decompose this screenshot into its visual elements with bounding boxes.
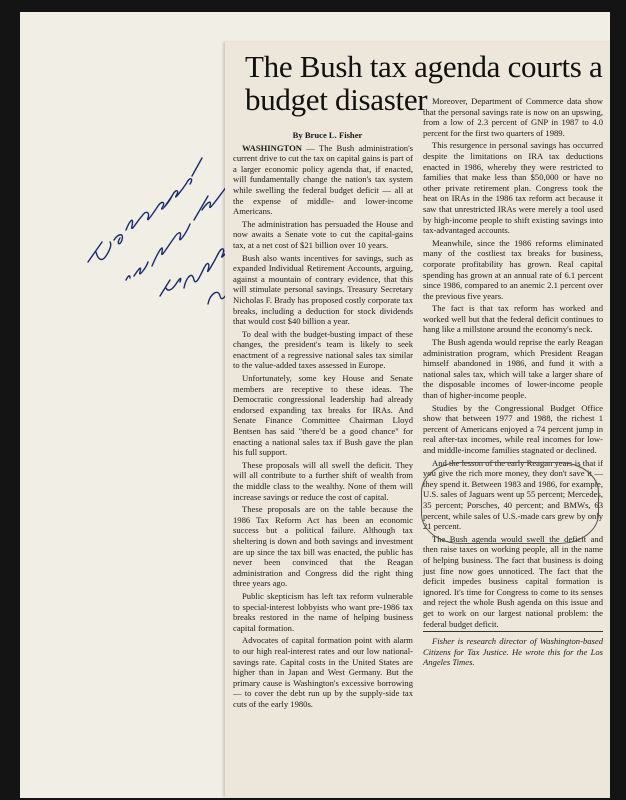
author-bio: Fisher is research director of Washington-based Citizens for Tax Justice. He wrote this for the Los Angeles Times.: [423, 631, 603, 668]
pen-circle-mark: [421, 462, 599, 544]
article-byline: By Bruce L. Fisher: [292, 130, 363, 140]
article-paragraph: Meanwhile, since the 1986 reforms eliminated many of the costliest tax breaks for business, corporate profitability has grown. Real capital spending has grown at an annual rate of 6.1 percent since 1986, compared to an anemic 2.1 percent over the previous five years.: [423, 237, 603, 301]
article-paragraph: Public skepticism has left tax reform vulnerable to special-interest lobbyists who want pre-1986 tax breaks restored in the name of helping business capital formation.: [233, 590, 413, 633]
article-paragraph: WASHINGTON — The Bush administration's current drive to cut the tax on capital gains is part of a larger economic policy agenda that, if enacted, will fundamentally change the nation's tax system while swelling the federal budget deficit — all at the expense of middle- and lower-income Americans.: [233, 142, 413, 217]
article-paragraph: The fact is that tax reform has worked and worked well but that the federal deficit continues to hang like a millstone around the economy's neck.: [423, 303, 603, 335]
article-paragraph: Moreover, Department of Commerce data show that the personal savings rate is now on an upswing, from a low of 2.3 percent of GNP in 1987 to 4.0 percent for the first two quarters of 1989.: [423, 96, 603, 138]
article-paragraph: This resurgence in personal savings has occurred despite the limitations on IRA tax deductions enacted in 1986, whereby they were restricted to families that make less than $50,000 or have no other private retirement plan. Congress took the heat on IRAs in the 1986 tax reform act because it saw that unrestricted IRAs were merely a tool used by high-income people to shift existing savings into tax-advantaged accounts.: [423, 140, 603, 236]
article-paragraph: Advocates of capital formation point with alarm to our high real-interest rates and our low national-savings rate. Capital costs in the United States are higher than in Japan and West Germany. But the primary cause is Washington's excessive borrowing — to cover the debt run up by the supply-side tax cuts of the early 1980s.: [233, 635, 413, 709]
article-paragraph: The Bush agenda would reprise the early Reagan administration program, which President Reagan himself abandoned in 1986, and fund it with a national sales tax, which will take a larger share of the disposable incomes of lower-income people than of higher-income people.: [423, 337, 603, 401]
article-paragraph: To deal with the budget-busting impact of these changes, the president's team is likely to seek enactment of a regressive national sales tax similar to the value-added taxes assessed in Europe.: [233, 328, 413, 371]
document-sheet: [20, 12, 610, 798]
article-paragraph: The administration has persuaded the House and now awaits a Senate vote to cut the capital-gains tax, at a net cost of $21 billion over 10 years.: [233, 218, 413, 250]
article-paragraph: These proposals are on the table because the 1986 Tax Reform Act has been an economic success but a political failure. Although tax sheltering is down and both savings and investment are up since the tax bill was enacted, the public has never been convinced that the Reagan administration and Congress did the right thing three years ago.: [233, 504, 413, 589]
article-paragraph: The Bush agenda would swell the deficit and then raise taxes on working people, all in the name of helping business. The fact that business is doing just fine now goes unnoticed. The fact that the deficit impedes business capital formation is ignored. It's time for Congress to come to its senses and reject the whole Bush agenda on this issue and get to work on our largest national problem: the federal budget deficit.: [423, 533, 603, 629]
article-headline: The Bush tax agenda courts a budget disaster: [245, 49, 603, 117]
newspaper-clipping: [225, 42, 610, 797]
article-paragraph: Unfortunately, some key House and Senate members are receptive to these ideas. The Democratic congressional leadership had already endorsed expanding tax breaks for IRAs. And Senate Finance Committee Chairman Lloyd Bentsen has said "there'd be a good chance" for enacting a national sales tax if Bush gave the plan his full support.: [233, 373, 413, 458]
article-paragraph: Bush also wants incentives for savings, such as expanded Individual Retirement Accounts, arguing, against a mountain of contrary evidence, that this will stimulate personal savings. Treasury Secretary Nicholas F. Brady has proposed costly corporate tax breaks, including a deduction for stock dividends that would cost $40 billion a year.: [233, 252, 413, 327]
article-column-left: [233, 130, 413, 711]
article-paragraph: And the lesson of the early Reagan years is that if you give the rich more money, they don't save it — they spend it. Between 1983 and 1986, for example, U.S. sales of Jaguars went up 55 percent; Mercedes, 35 percent; Porsches, 40 percent; and BMWs, 63 percent, while sales of U.S.-made cars grew by only 21 percent.: [423, 457, 603, 532]
article-column-right: [423, 96, 603, 670]
article-paragraph-circled: Studies by the Congressional Budget Office show that between 1977 and 1988, the richest 1 percent of Americans enjoyed a 74 percent jump in real after-tax incomes, while real incomes for low- and middle-income families stagnated or declined.: [423, 402, 603, 455]
article-paragraph: These proposals will all swell the deficit. They will all contribute to a further shift of wealth from the middle class to the wealthy. None of them will increase savings or reduce the cost of capital.: [233, 459, 413, 502]
